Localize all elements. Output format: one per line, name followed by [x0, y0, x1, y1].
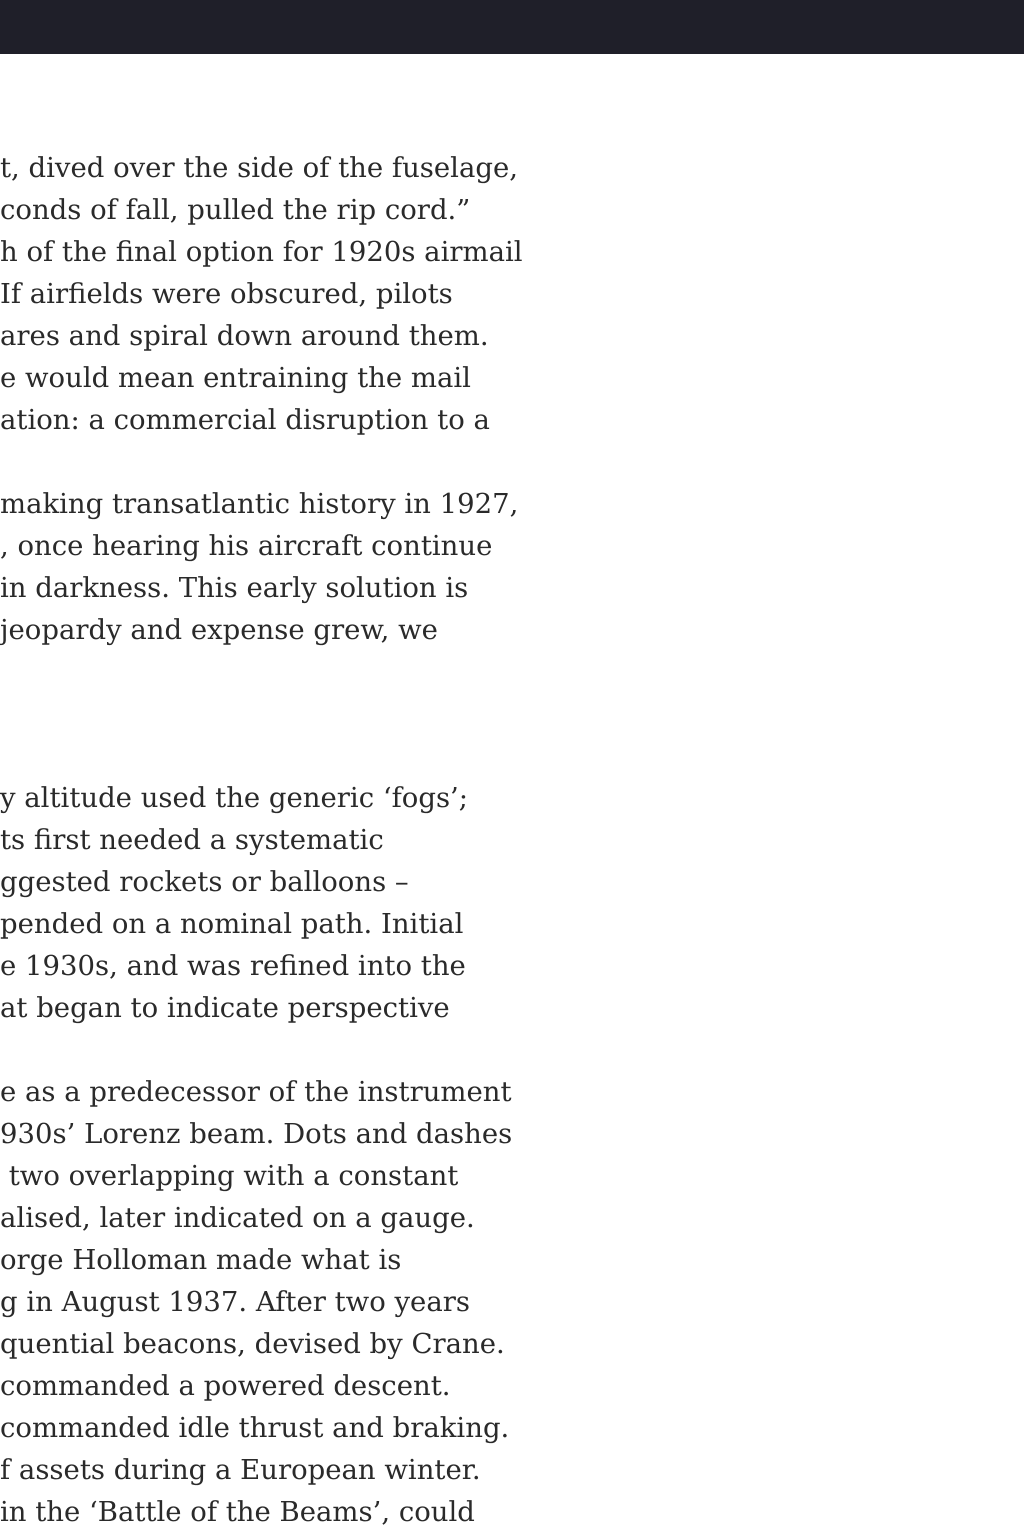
paragraph-line: ggested rockets or balloons – — [0, 866, 409, 898]
paragraph-line: h of the final option for 1920s airmail — [0, 236, 523, 268]
paragraph-line: in the ‘Battle of the Beams’, could — [0, 1496, 475, 1528]
paragraph-line: conds of fall, pulled the rip cord.” — [0, 194, 471, 226]
paragraph-line: g in August 1937. After two years — [0, 1286, 470, 1318]
paragraph-line: e would mean entraining the mail — [0, 362, 471, 394]
paragraph-line: alised, later indicated on a gauge. — [0, 1202, 475, 1234]
paragraph-line: ation: a commercial disruption to a — [0, 404, 490, 436]
paragraph-line: t, dived over the side of the fuselage, — [0, 152, 518, 184]
paragraph-line: ares and spiral down around them. — [0, 320, 489, 352]
paragraph-line: in darkness. This early solution is — [0, 572, 469, 604]
paragraph-line: two overlapping with a constant — [0, 1160, 459, 1192]
paragraph-line: , once hearing his aircraft continue — [0, 530, 493, 562]
paragraph-line: 930s’ Lorenz beam. Dots and dashes — [0, 1118, 513, 1150]
paragraph-line: making transatlantic history in 1927, — [0, 488, 519, 520]
paragraph-line: commanded idle thrust and braking. — [0, 1412, 510, 1444]
paragraph-line: commanded a powered descent. — [0, 1370, 451, 1402]
paragraph-line: jeopardy and expense grew, we — [0, 614, 438, 646]
paragraph-line: y altitude used the generic ‘fogs’; — [0, 782, 469, 814]
paragraph-line: e 1930s, and was refined into the — [0, 950, 466, 982]
paragraph-line: orge Holloman made what is — [0, 1244, 402, 1276]
paragraph-line: e as a predecessor of the instrument — [0, 1076, 512, 1108]
paragraph-line: quential beacons, devised by Crane. — [0, 1328, 505, 1360]
paragraph-line: ts first needed a systematic — [0, 824, 384, 856]
paragraph-line: If airfields were obscured, pilots — [0, 278, 453, 310]
paragraph-line: at began to indicate perspective — [0, 992, 450, 1024]
paragraph-line: pended on a nominal path. Initial — [0, 908, 464, 940]
paragraph-line: f assets during a European winter. — [0, 1454, 481, 1486]
